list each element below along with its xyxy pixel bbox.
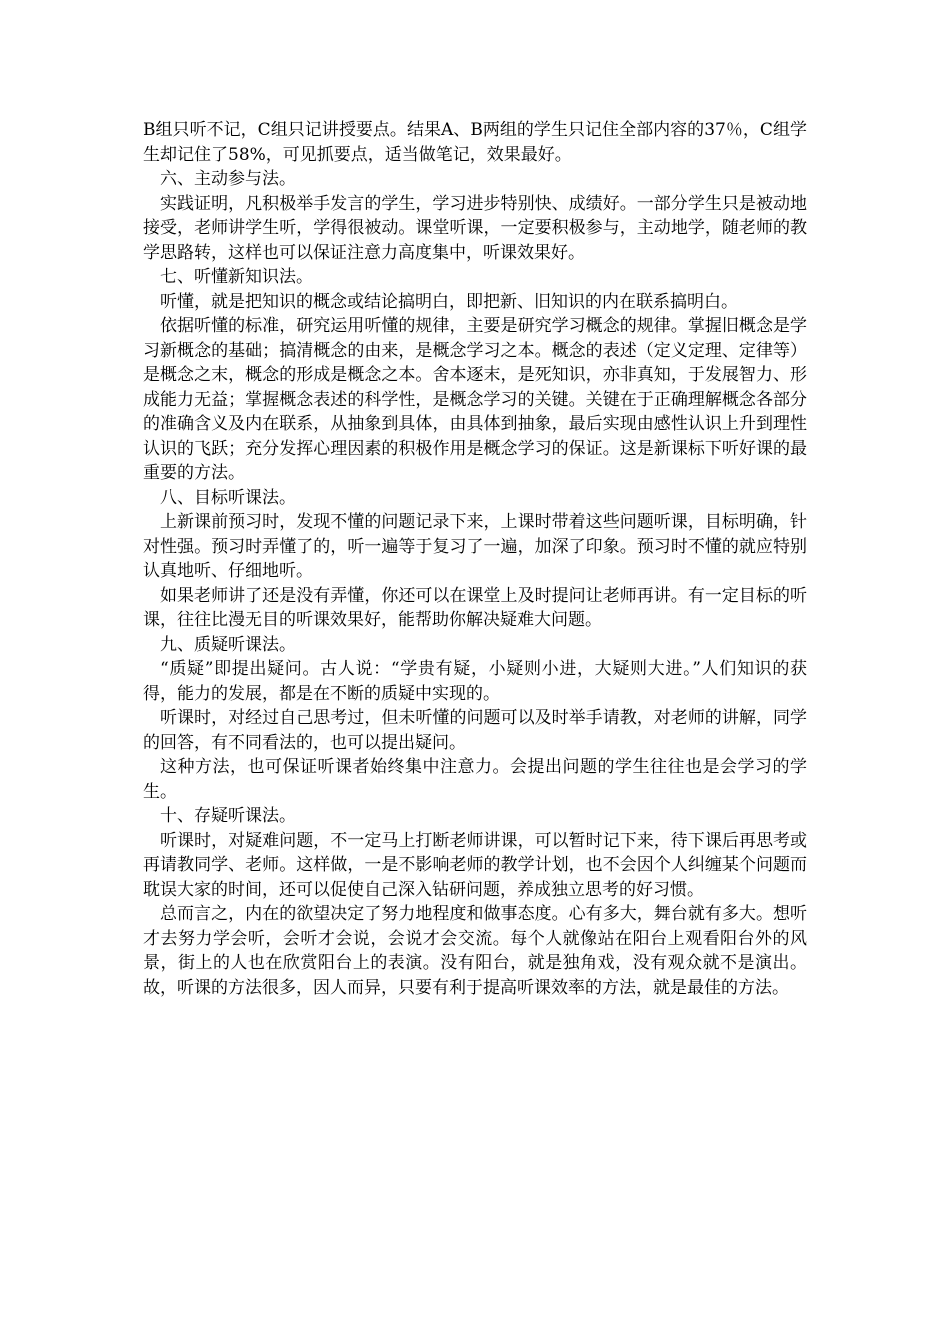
heading-question-listening: 九、质疑听课法。 — [160, 634, 296, 655]
paragraph-goal-ask: 如果老师讲了还是没有弄懂，你还可以在课堂上及时提问让老师再讲。有一定目标的听课，往往比漫无目的听课效果好，能帮助你解决疑难大问题。 — [143, 585, 807, 630]
heading-understand-new-knowledge: 七、听懂新知识法。 — [160, 267, 313, 287]
heading-hold-doubt-listening: 十、存疑听课法。 — [160, 806, 296, 826]
heading-goal-listening: 八、目标听课法。 — [160, 487, 296, 508]
paragraph-active-participation: 实践证明，凡积极举手发言的学生，学习进步特别快、成绩好。一部分学生只是被动地接受，老师讲学生听，学得很被动。课堂听课，一定要积极参与，主动地学，随老师的教学思路转，这样也可以保证注意力高度集中，听课效果好。 — [143, 193, 807, 263]
paragraph-question-definition: “质疑”即提出疑问。古人说：“学贵有疑，小疑则小进，大疑则大进。”人们知识的获得，能力的发展，都是在不断的质疑中实现的。 — [143, 659, 807, 704]
document-page — [143, 118, 807, 1000]
heading-active-participation: 六、主动参与法。 — [160, 169, 296, 189]
paragraph-concept-learning: 依据听懂的标准，研究运用听懂的规律，主要是研究学习概念的规律。掌握旧概念是学习新概念的基础；搞清概念的由来，是概念学习之本。概念的表述（定义定理、定律等）是概念之末，概念的形成是概念之本。舍本逐末，是死知识，亦非真知，于发展智力、形成能力无益；掌握概念表述的科学性，是概念学习的关键。关键在于正确理解概念各部分的准确含义及内在联系，从抽象到具体，由具体到抽象，最后实现由感性认识上升到理性认识的飞跃；充分发挥心理因素的积极作用是概念学习的保证。这是新课标下听好课的最重要的方法。 — [143, 316, 807, 483]
paragraph-question-practice: 听课时，对经过自己思考过，但未听懂的问题可以及时举手请教，对老师的讲解，同学的回答，有不同看法的，也可以提出疑问。 — [143, 708, 807, 753]
paragraph-conclusion: 总而言之，内在的欲望决定了努力地程度和做事态度。心有多大，舞台就有多大。想听才去努力学会听，会听才会说，会说才会交流。每个人就像站在阳台上观看阳台外的风景，街上的人也在欣赏阳台上的表演。没有阳台，就是独角戏，没有观众就不是演出。故，听课的方法很多，因人而异，只要有利于提高听课效率的方法，就是最佳的方法。 — [143, 904, 807, 998]
paragraph-hold-doubt: 听课时，对疑难问题，不一定马上打断老师讲课，可以暂时记下来，待下课后再思考或再请教同学、老师。这样做，一是不影响老师的教学计划，也不会因个人纠缠某个问题而耽误大家的时间，还可以促使自己深入钻研问题，养成独立思考的好习惯。 — [143, 830, 807, 900]
paragraph-group-note-results: B组只听不记，C组只记讲授要点。结果A、B两组的学生只记住全部内容的37％，C组学生却记住了58%，可见抓要点，适当做笔记，效果最好。 — [143, 120, 807, 165]
paragraph-understand-definition: 听懂，就是把知识的概念或结论搞明白，即把新、旧知识的内在联系搞明白。 — [160, 291, 738, 312]
paragraph-goal-preview: 上新课前预习时，发现不懂的问题记录下来，上课时带着这些问题听课，目标明确，针对性强。预习时弄懂了的，听一遍等于复习了一遍，加深了印象。预习时不懂的就应特别认真地听、仔细地听。 — [143, 512, 807, 581]
paragraph-question-benefit: 这种方法，也可保证听课者始终集中注意力。会提出问题的学生往往也是会学习的学生。 — [143, 757, 807, 802]
